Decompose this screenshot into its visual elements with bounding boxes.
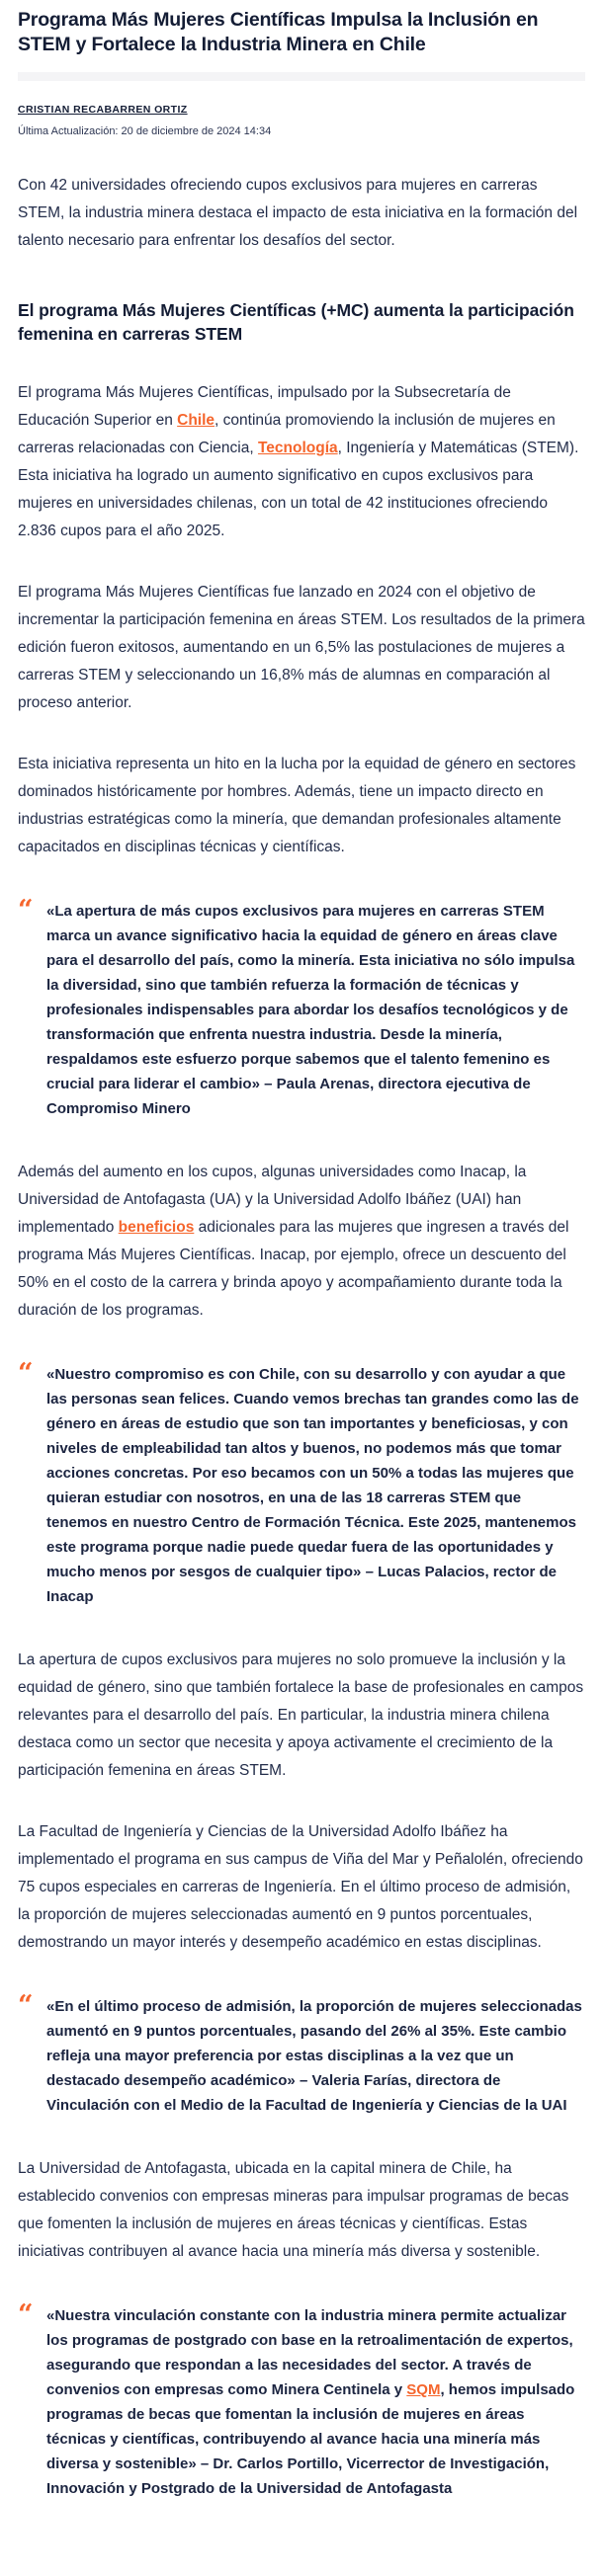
text-span: , Ingeniería y Matemáticas (STEM). Esta iniciativa ha logrado un aumento significativo en cupos exclusivos para mujeres en universidades chilenas, con un total de 42 instituciones ofreciendo 2.836 cupos para el año 2025.	[18, 440, 579, 539]
pull-quote	[18, 1990, 585, 2118]
text-span: La apertura de cupos exclusivos para mujeres no solo promueve la inclusión y la equidad de género, sino que también fortalece la base de profesionales en campos relevantes para el desarrollo del país. En particular, la industria minera chilena destaca como un sector que necesita y apoya activamente el crecimiento de la participación femenina en áreas STEM.	[18, 1651, 584, 1779]
pull-quote	[18, 895, 585, 1121]
quote-icon: “	[18, 1358, 34, 1389]
text-span: adicionales para las mujeres que ingresen a través del programa Más Mujeres Científicas. Inacap, por ejemplo, ofrece un descuento del 50% en el costo de la carrera y brinda apoyo y acompañamiento durante toda la duración de los programas.	[18, 1219, 569, 1319]
inline-link-tecnologia[interactable]: Tecnología	[257, 440, 338, 456]
text-span: «La apertura de más cupos exclusivos para mujeres en carreras STEM marca un avance significativo hacia la equidad de género en áreas clave para el desarrollo del país, como la minería. Esta iniciativa no sólo impulsa la diversidad, sino que también refuerza la formación de técnicas y profesionales indispensables para abordar los desafíos tecnológicos y de transformación que enfrenta nuestra industria. Desde la minería, respaldamos este esfuerzo porque sabemos que el talento femenino es crucial para liderar el cambio» – Paula Arenas, directora ejecutiva de Compromiso Minero	[46, 903, 575, 1117]
text-span: Además del aumento en los cupos, algunas universidades como Inacap, la Universidad de Antofagasta (UA) y la Universidad Adolfo Ibáñez (UAI) han implementado	[18, 1164, 527, 1236]
inline-link-sqm[interactable]: SQM	[406, 2381, 441, 2398]
updated-timestamp: Última Actualización: 20 de diciembre de 2024 14:34	[18, 125, 272, 137]
paragraph	[18, 172, 585, 255]
divider-bar	[18, 72, 585, 81]
paragraph	[18, 379, 585, 545]
paragraph	[18, 1647, 585, 1785]
pull-quote	[18, 1358, 585, 1609]
pull-quote	[18, 2299, 585, 2501]
text-span: , continúa promoviendo la inclusión de mujeres en carreras relacionadas con Ciencia,	[18, 412, 556, 456]
text-span: «Nuestro compromiso es con Chile, con su desarrollo y con ayudar a que las personas sean felices. Cuando vemos brechas tan grandes como las de género en áreas de estudio que son tan importantes y beneficiosas, y con niveles de empleabilidad tan altos y buenos, no podemos más que tomar acciones concretas. Por eso becamos con un 50% a todas las mujeres que quieran estudiar con nosotros, en una de las 18 carreras STEM que tenemos en nuestro Centro de Formación Técnica. Este 2025, mantenemos este programa porque nadie puede quedar fuera de las oportunidades y mucho menos por sesgos de cualquier tipo» – Lucas Palacios, rector de Inacap	[46, 1366, 579, 1605]
paragraph	[18, 2155, 585, 2266]
inline-link-beneficios[interactable]: beneficios	[118, 1219, 195, 1236]
paragraph	[18, 1159, 585, 1325]
quote-icon: “	[18, 2299, 34, 2330]
page-title: Programa Más Mujeres Científicas Impulsa la Inclusión en STEM y Fortalece la Industria Minera en Chile	[18, 9, 539, 55]
quote-icon: “	[18, 895, 34, 926]
paragraph	[18, 1818, 585, 1957]
article-body	[18, 172, 585, 2501]
inline-link-chile[interactable]: Chile	[177, 412, 215, 429]
text-span: El programa Más Mujeres Científicas, impulsado por la Subsecretaría de Educación Superior en	[18, 384, 511, 429]
quote-text	[46, 1362, 585, 1609]
text-span: Con 42 universidades ofreciendo cupos exclusivos para mujeres en carreras STEM, la industria minera destaca el impacto de esta iniciativa en la formación del talento necesario para enfrentar los desafíos del sector.	[18, 177, 578, 249]
text-span: La Facultad de Ingeniería y Ciencias de la Universidad Adolfo Ibáñez ha implementado el programa en sus campus de Viña del Mar y Peñalolén, ofreciendo 75 cupos especiales en carreras de Ingeniería. En el último proceso de admisión, la proporción de mujeres seleccionadas aumentó en 9 puntos porcentuales, demostrando un mayor interés y desempeño académico en estas disciplinas.	[18, 1823, 583, 1951]
quote-icon: “	[18, 1990, 34, 2021]
text-span: Esta iniciativa representa un hito en la lucha por la equidad de género en sectores dominados históricamente por hombres. Además, tiene un impacto directo en industrias estratégicas como la minería, que demandan profesionales altamente capacitados en disciplinas técnicas y científicas.	[18, 756, 576, 855]
text-span: El programa Más Mujeres Científicas fue lanzado en 2024 con el objetivo de incrementar la participación femenina en áreas STEM. Los resultados de la primera edición fueron exitosos, aumentando en un 6,5% las postulaciones de mujeres a carreras STEM y seleccionando un 16,8% más de alumnas en comparación al proceso anterior.	[18, 584, 585, 711]
paragraph	[18, 751, 585, 861]
author-link[interactable]: CRISTIAN RECABARREN ORTIZ	[18, 104, 188, 116]
text-span: La Universidad de Antofagasta, ubicada en la capital minera de Chile, ha establecido convenios con empresas mineras para impulsar programas de becas que fomenten la inclusión de mujeres en áreas técnicas y científicas. Estas iniciativas contribuyen al avance hacia una minería más diversa y sostenible.	[18, 2160, 569, 2260]
quote-text	[46, 899, 585, 1121]
text-span: «Nuestra vinculación constante con la industria minera permite actualizar los programas de postgrado con base en la retroalimentación de expertos, asegurando que respondan a las necesidades del sector. A través de convenios con empresas como Minera Centinela y	[46, 2307, 573, 2398]
quote-text	[46, 1994, 585, 2118]
section-heading: El programa Más Mujeres Científicas (+MC) aumenta la participación femenina en carreras STEM	[18, 300, 574, 344]
paragraph	[18, 579, 585, 717]
text-span: , hemos impulsado programas de becas que fomentan la inclusión de mujeres en áreas técnicas y científicas, contribuyendo al avance hacia una minería más diversa y sostenible» – Dr. Carlos Portillo, Vicerrector de Investigación, Innovación y Postgrado de la Universidad de Antofagasta	[46, 2381, 575, 2497]
text-span: «En el último proceso de admisión, la proporción de mujeres seleccionadas aumentó en 9 puntos porcentuales, pasando del 26% al 35%. Este cambio refleja una mayor preferencia por estas disciplinas a la vez que un destacado desempeño académico» – Valeria Farías, directora de Vinculación con el Medio de la Facultad de Ingeniería y Ciencias de la UAI	[46, 1998, 582, 2114]
quote-text	[46, 2303, 585, 2501]
